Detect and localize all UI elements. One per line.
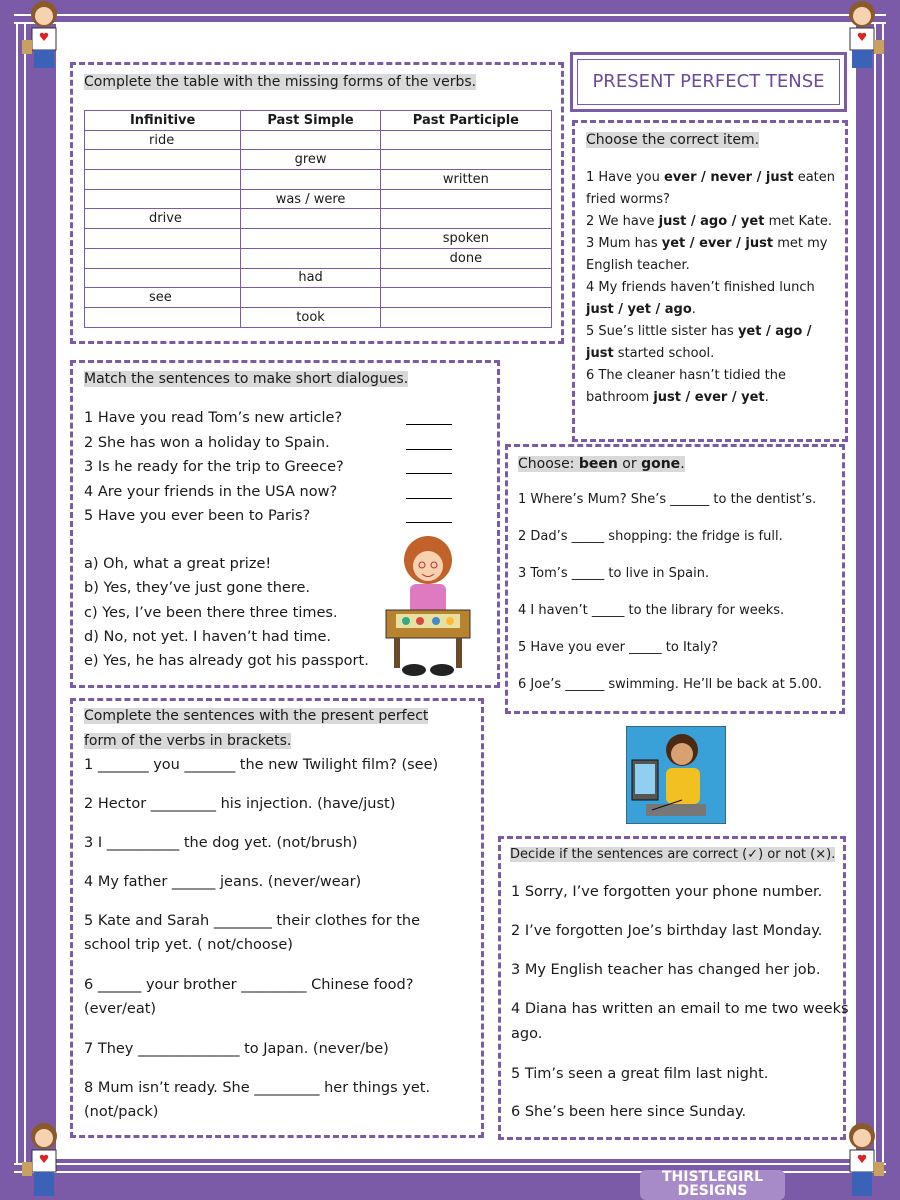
been-gone-item: 2 Dad’s _____ shopping: the fridge is full. [518, 529, 783, 544]
complete-sentence-line: 6 ______ your brother _________ Chinese food? [84, 977, 414, 993]
answer-options[interactable]: just / ago / yet [658, 214, 765, 229]
table-header-past-simple: Past Simple [241, 111, 381, 131]
answer-blank-line[interactable] [406, 449, 452, 450]
choose-item-line [586, 346, 714, 362]
table-cell [380, 268, 551, 288]
been-gone-item: 1 Where’s Mum? She’s ______ to the dentist’s. [518, 492, 817, 507]
table-cell [380, 209, 551, 229]
decide-instruction: Decide if the sentences are correct (✓) or not (×). [510, 847, 836, 862]
sentence-text: . [691, 302, 696, 317]
match-answer: c) Yes, I’ve been there three times. [84, 604, 338, 621]
choose-item-line [586, 258, 690, 274]
table-cell: had [241, 268, 381, 288]
sentence-text: started school. [613, 346, 715, 361]
sentence-text: 2 We have [586, 214, 659, 229]
table-cell [85, 189, 241, 209]
answer-blank-line[interactable] [406, 473, 452, 474]
girl-doll-illustration-top-left [14, 0, 74, 75]
sentence-text: met my [773, 236, 828, 251]
choose-item-line [586, 324, 812, 340]
table-row [85, 248, 552, 268]
table-cell: spoken [380, 229, 551, 249]
decide-sentence-line: 2 I’ve forgotten Joe’s birthday last Monday. [511, 923, 823, 939]
table-cell [241, 170, 381, 190]
girl-doll-illustration-bottom-left [14, 1122, 74, 1200]
table-cell [380, 307, 551, 327]
table-cell [85, 229, 241, 249]
been-gone-item: 4 I haven’t _____ to the library for weeks. [518, 603, 785, 618]
complete-instruction-line-2: form of the verbs in brackets. [84, 733, 292, 749]
choose-item-line [586, 368, 786, 384]
table-cell: written [380, 170, 551, 190]
choose-item-line [586, 236, 827, 252]
decide-sentence-line: 3 My English teacher has changed her job. [511, 962, 821, 978]
match-question: 3 Is he ready for the trip to Greece? [84, 459, 344, 475]
decide-sentence-line: 5 Tim’s seen a great film last night. [511, 1066, 769, 1082]
answer-blank-line[interactable] [406, 424, 452, 425]
table-cell [85, 307, 241, 327]
table-cell [241, 209, 381, 229]
decide-sentence-line: 4 Diana has written an email to me two weeks [511, 1001, 849, 1017]
table-cell [85, 268, 241, 288]
sentence-text: 6 The cleaner hasn’t tidied the [586, 368, 787, 383]
decide-section [498, 836, 846, 1140]
table-cell [380, 130, 551, 150]
sentence-text: met Kate. [764, 214, 832, 229]
complete-sentence-line: 8 Mum isn’t ready. She _________ her things yet. [84, 1080, 431, 1096]
sentence-text: . [764, 390, 769, 405]
complete-sentence-line: 4 My father ______ jeans. (never/wear) [84, 874, 362, 890]
match-instruction: Match the sentences to make short dialogues. [84, 371, 409, 387]
choose-item-line [586, 302, 696, 318]
table-row [85, 189, 552, 209]
table-row [85, 170, 552, 190]
table-cell [85, 150, 241, 170]
sentence-text: fried worms? [586, 192, 670, 207]
answer-options[interactable]: just [586, 346, 614, 361]
complete-sentence-line: (ever/eat) [84, 1001, 157, 1017]
decide-sentence-line: 6 She’s been here since Sunday. [511, 1104, 747, 1120]
table-row [85, 229, 552, 249]
table-row [85, 150, 552, 170]
complete-sentence-line: 2 Hector _________ his injection. (have/just) [84, 796, 396, 812]
frame-stripe-top [14, 14, 886, 24]
choose-item-instruction: Choose the correct item. [586, 132, 760, 148]
table-cell [85, 170, 241, 190]
match-answer: b) Yes, they’ve just gone there. [84, 580, 311, 597]
sentence-text: eaten [793, 170, 835, 185]
thistlegirl-designs-logo: THISTLEGIRL DESIGNS [640, 1170, 785, 1200]
page-title: PRESENT PERFECT TENSE [577, 59, 840, 105]
table-cell: done [380, 248, 551, 268]
complete-sentence-line: 3 I __________ the dog yet. (not/brush) [84, 835, 358, 851]
been-gone-item: 5 Have you ever _____ to Italy? [518, 640, 719, 655]
table-cell [241, 288, 381, 308]
been-gone-item: 6 Joe’s ______ swimming. He’ll be back at 5.00. [518, 677, 823, 692]
verb-forms-table [84, 110, 552, 328]
choose-item-line [586, 280, 815, 296]
complete-sentence-line: (not/pack) [84, 1104, 159, 1120]
sentence-text: 3 Mum has [586, 236, 662, 251]
table-cell: see [85, 288, 241, 308]
answer-options[interactable]: ever / never / just [664, 170, 794, 185]
choose-item-line [586, 214, 832, 230]
frame-stripe-right [874, 24, 884, 1164]
table-cell: was / were [241, 189, 381, 209]
sentence-text: 1 Have you [586, 170, 664, 185]
sentence-text: English teacher. [586, 258, 690, 273]
match-question: 2 She has won a holiday to Spain. [84, 434, 330, 451]
table-cell [241, 130, 381, 150]
table-cell: ride [85, 130, 241, 150]
sentence-text: 4 My friends haven’t finished lunch [586, 280, 815, 295]
title-banner [570, 52, 847, 112]
table-row [85, 209, 552, 229]
match-question: 1 Have you read Tom’s new article? [84, 410, 343, 426]
sentence-text: 5 Sue’s little sister has [586, 324, 738, 339]
choose-item-line [586, 390, 769, 406]
answer-options[interactable]: just / yet / ago [586, 302, 692, 317]
answer-options[interactable]: just / ever / yet [653, 390, 765, 405]
complete-instruction-line-1: Complete the sentences with the present perfect [84, 708, 429, 724]
answer-blank-line[interactable] [406, 498, 452, 499]
sentence-text: bathroom [586, 390, 654, 405]
table-cell [380, 150, 551, 170]
table-cell: drive [85, 209, 241, 229]
table-row [85, 130, 552, 150]
choose-item-line [586, 170, 835, 186]
table-cell [380, 288, 551, 308]
match-question: 5 Have you ever been to Paris? [84, 508, 311, 524]
table-row [85, 307, 552, 327]
match-question: 4 Are your friends in the USA now? [84, 483, 338, 500]
table-cell [241, 229, 381, 249]
table-cell: took [241, 307, 381, 327]
choose-item-line [586, 192, 670, 208]
been-gone-instruction: Choose: been or gone. [518, 456, 685, 472]
table-header-infinitive: Infinitive [85, 111, 241, 131]
answer-options[interactable]: yet / ever / just [661, 236, 774, 251]
been-gone-item: 3 Tom’s _____ to live in Spain. [518, 566, 710, 581]
table-cell [241, 248, 381, 268]
complete-sentence-line: school trip yet. ( not/choose) [84, 937, 293, 953]
answer-options[interactable]: yet / ago / [737, 324, 812, 339]
table-cell [380, 189, 551, 209]
girl-at-computer-illustration [626, 726, 726, 824]
verb-table-instruction: Complete the table with the missing forms of the verbs. [84, 74, 477, 90]
match-answer: a) Oh, what a great prize! [84, 556, 272, 572]
table-row [85, 268, 552, 288]
table-header-past-participle: Past Participle [380, 111, 551, 131]
complete-sentence-line: 7 They ______________ to Japan. (never/be) [84, 1041, 389, 1057]
frame-stripe-left [16, 24, 26, 1164]
decide-sentence-line: ago. [511, 1026, 543, 1042]
match-answer: e) Yes, he has already got his passport. [84, 653, 369, 670]
table-cell [85, 248, 241, 268]
answer-blank-line[interactable] [406, 522, 452, 523]
complete-sentence-line: 1 _______ you _______ the new Twilight film? (see) [84, 757, 439, 773]
decide-sentence-line: 1 Sorry, I’ve forgotten your phone number. [511, 884, 823, 900]
girl-at-desk-illustration [384, 532, 472, 680]
complete-sentence-line: 5 Kate and Sarah ________ their clothes for the [84, 913, 420, 929]
table-row [85, 288, 552, 308]
match-answer: d) No, not yet. I haven’t had time. [84, 628, 331, 645]
table-cell: grew [241, 150, 381, 170]
